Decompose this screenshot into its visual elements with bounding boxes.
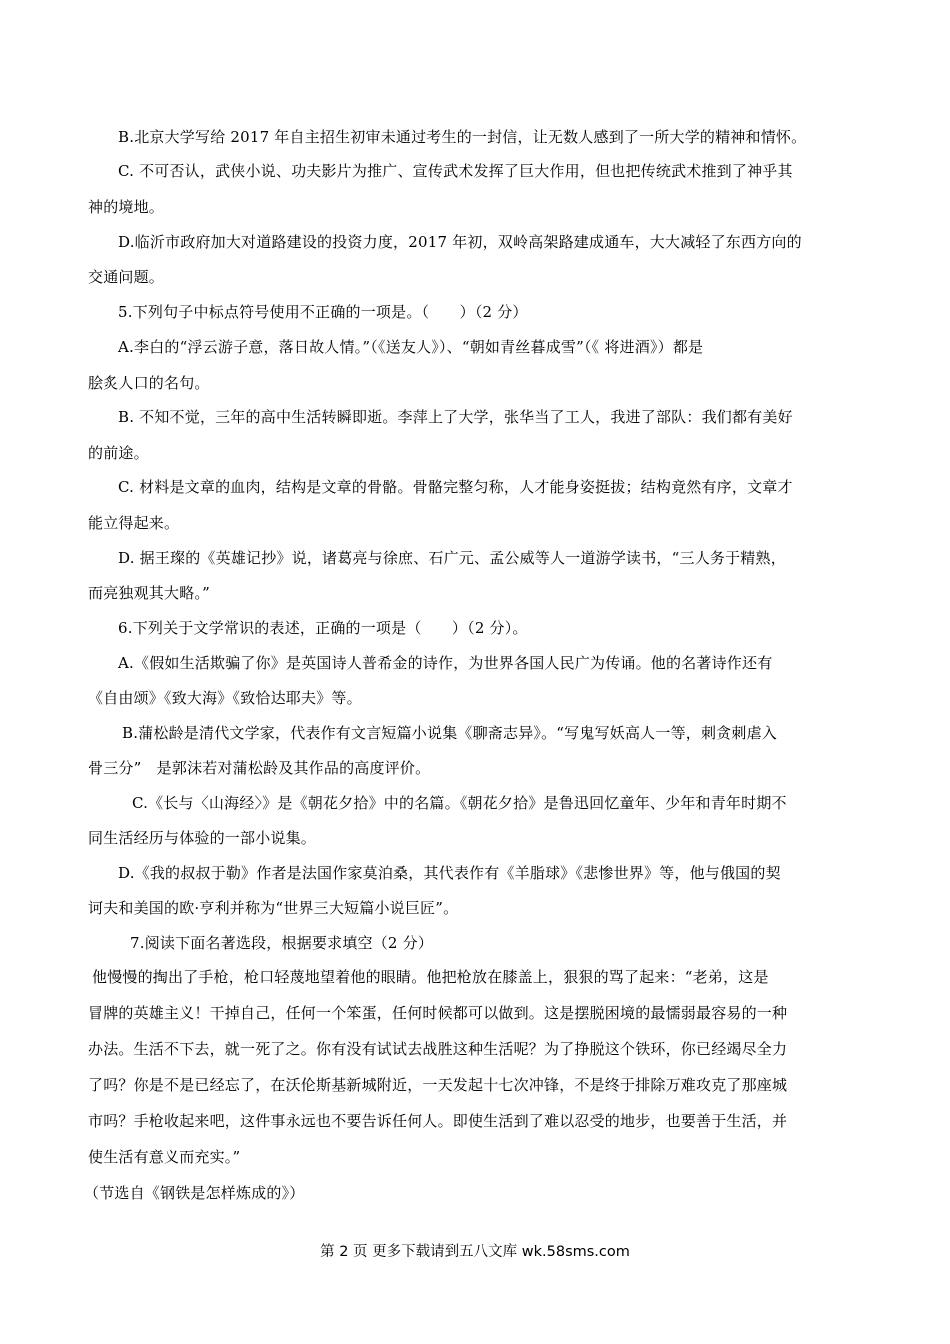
q6-option-c-line1: C.《长与〈山海经〉》是《朝花夕拾》中的名篇。《朝花夕拾》是鲁迅回忆童年、少年和青年时期不 (132, 794, 787, 812)
q6-option-d-line2: 诃夫和美国的欧·亨利并称为“世界三大短篇小说巨匠”。 (88, 899, 459, 917)
q7-passage-line: 冒牌的英雄主义！干掉自己，任何一个笨蛋，任何时候都可以做到。这是摆脱困境的最懦弱最容易的一种 (88, 1004, 788, 1022)
q7-passage-line: 市吗？手枪收起来吧，这件事永远也不要告诉任何人。即使生活到了难以忍受的地步，也要善于生活，并 (88, 1112, 788, 1130)
q6-stem: 6.下列关于文学常识的表述，正确的一项是（ ）（2 分）。 (118, 619, 528, 637)
q4-option-d-line2: 交通问题。 (88, 268, 165, 286)
q5-option-a-line2: 脍炙人口的名句。 (88, 374, 210, 392)
q6-option-c-line2: 同生活经历与体验的一部小说集。 (88, 829, 317, 847)
q7-stem: 7.阅读下面名著选段，根据要求填空（2 分） (130, 934, 434, 952)
q6-option-b-line2: 骨三分” 是郭沫若对蒲松龄及其作品的高度评价。 (88, 759, 431, 777)
q4-option-c-line1: C. 不可否认，武侠小说、功夫影片为推广、宣传武术发挥了巨大作用，但也把传统武术推到了神乎其 (118, 162, 793, 180)
q5-option-d-line2: 而亮独观其大略。” (88, 584, 210, 602)
q6-option-a-line2: 《自由颂》《致大海》《致恰达耶夫》等。 (88, 689, 362, 707)
q4-option-d-line1: D.临沂市政府加大对道路建设的投资力度，2017 年初，双岭高架路建成通车，大大减轻了东西方向的 (118, 233, 802, 251)
q5-option-d-line1: D. 据王璨的《英雄记抄》说，诸葛亮与徐庶、石广元、孟公威等人一道游学读书，“三人务于精熟， (118, 549, 786, 567)
q7-passage-line: 办法。生活不下去，就一死了之。你有没有试试去战胜这种生活呢？为了挣脱这个铁环，你已经竭尽全力 (88, 1040, 788, 1058)
q6-option-b-line1: B.蒲松龄是清代文学家，代表作有文言短篇小说集《聊斋志异》。“写鬼写妖高人一等，刺贪刺虐入 (122, 724, 777, 742)
page-footer: 第 2 页 更多下载请到五八文库 wk.58sms.com (320, 1244, 630, 1260)
q5-option-c-line1: C. 材料是文章的血肉，结构是文章的骨骼。骨骼完整匀称，人才能身姿挺拔；结构竟然有序，文章才 (118, 478, 793, 496)
q5-option-b-line2: 的前途。 (88, 444, 149, 462)
q4-option-c-line2: 神的境地。 (88, 198, 165, 216)
q7-passage-line: 了吗？你是不是已经忘了，在沃伦斯基新城附近，一天发起十七次冲锋，不是终于排除万难攻克了那座城 (88, 1076, 788, 1094)
q4-option-b: B.北京大学写给 2017 年自主招生初审未通过考生的一封信，让无数人感到了一所大学的精神和情怀。 (118, 128, 807, 146)
q5-option-b-line1: B. 不知不觉，三年的高中生活转瞬即逝。李萍上了大学，张华当了工人，我进了部队：我们都有美好 (118, 408, 793, 426)
q6-option-d-line1: D.《我的叔叔于勒》作者是法国作家莫泊桑，其代表作有《羊脂球》《悲惨世界》等，他与俄国的契 (118, 864, 781, 882)
q5-option-a-line1: A.李白的“浮云游子意，落日故人情。”（《送友人》）、“朝如青丝暮成雪”（《 将进酒》）都是 (118, 338, 704, 356)
q7-passage-line: 他慢慢的掏出了手枪，枪口轻蔑地望着他的眼睛。他把枪放在膝盖上，狠狠的骂了起来：“老弟，这是 (92, 968, 769, 986)
q5-option-c-line2: 能立得起来。 (88, 514, 180, 532)
q5-stem: 5.下列句子中标点符号使用不正确的一项是。（ ）（2 分） (118, 303, 528, 321)
q7-source: （节选自《钢铁是怎样炼成的》） (84, 1184, 305, 1202)
q7-passage-line: 使生活有意义而充实。” (88, 1148, 241, 1166)
q6-option-a-line1: A.《假如生活欺骗了你》是英国诗人普希金的诗作，为世界各国人民广为传诵。他的名著诗作还有 (118, 654, 773, 672)
